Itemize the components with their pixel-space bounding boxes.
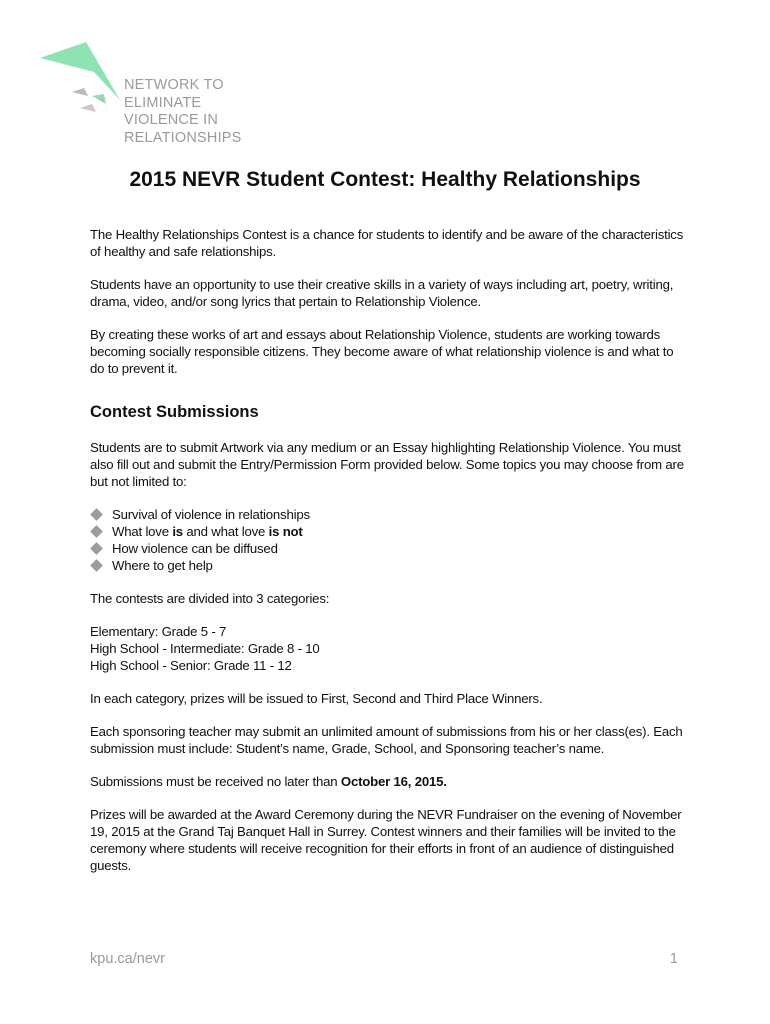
deadline-date: October 16, 2015. <box>340 774 447 789</box>
footer-url: kpu.ca/nevr <box>90 951 165 967</box>
prizes-paragraph: In each category, prizes will be issued to First, Second and Third Place Winners. <box>90 691 543 706</box>
submission-paragraph: Students are to submit Artwork via any medium or an Essay highlighting Relationship Violence. You must also fill out and submit the Entry/Permission Form provided below. Some topics you may choose from are but not limited to: <box>90 440 684 489</box>
teacher-paragraph: Each sponsoring teacher may submit an unlimited amount of submissions from his or her class(es). Each submission must include: Student’s name, Grade, School, and Sponsoring teacher’s name. <box>90 724 683 756</box>
ceremony-paragraph: Prizes will be awarded at the Award Ceremony during the NEVR Fundraiser on the evening of November 19, 2015 at the Grand Taj Banquet Hall in Surrey. Contest winners and their families will be invited to the ceremony where students will receive recognition for their efforts in front of an audience of distinguished guests. <box>90 807 682 873</box>
category-item: High School - Senior: Grade 11 - 12 <box>90 658 292 673</box>
page-number: 1 <box>669 951 678 967</box>
diamond-bullet-icon <box>90 542 103 555</box>
category-item: Elementary: Grade 5 - 7 <box>90 624 227 639</box>
nevr-logo-icon <box>36 38 126 124</box>
org-name <box>124 77 242 147</box>
section-heading: Contest Submissions <box>90 403 259 421</box>
list-item: How violence can be diffused <box>90 540 690 557</box>
category-list <box>90 623 690 674</box>
list-item: Where to get help <box>90 557 690 574</box>
diamond-bullet-icon <box>90 525 103 538</box>
deadline-paragraph: Submissions must be received no later than October 16, 2015. <box>90 774 447 789</box>
org-line: NETWORK TO <box>124 77 224 93</box>
intro-paragraph: Students have an opportunity to use their creative skills in a variety of ways including art, poetry, writing, drama, video, and/or song lyrics that pertain to Relationship Violence. <box>90 277 674 309</box>
document-body <box>90 226 690 890</box>
categories-intro: The contests are divided into 3 categories: <box>90 591 330 606</box>
diamond-bullet-icon <box>90 559 103 572</box>
intro-paragraph: By creating these works of art and essays about Relationship Violence, students are working towards becoming socially responsible citizens. They become aware of what relationship violence is and what to do to prevent it. <box>90 327 674 376</box>
org-line: RELATIONSHIPS <box>124 129 242 146</box>
page-title: 2015 NEVR Student Contest: Healthy Relationships <box>129 168 641 191</box>
diamond-bullet-icon <box>90 508 103 521</box>
intro-paragraph: The Healthy Relationships Contest is a chance for students to identify and be aware of the characteristics of healthy and safe relationships. <box>90 227 684 259</box>
org-line: ELIMINATE <box>124 94 202 111</box>
list-item: Survival of violence in relationships <box>90 506 690 523</box>
list-item: What love is and what love is not <box>90 523 690 540</box>
org-line: VIOLENCE IN <box>124 112 219 128</box>
topic-list <box>90 506 690 574</box>
category-item: High School - Intermediate: Grade 8 - 10 <box>90 641 320 656</box>
